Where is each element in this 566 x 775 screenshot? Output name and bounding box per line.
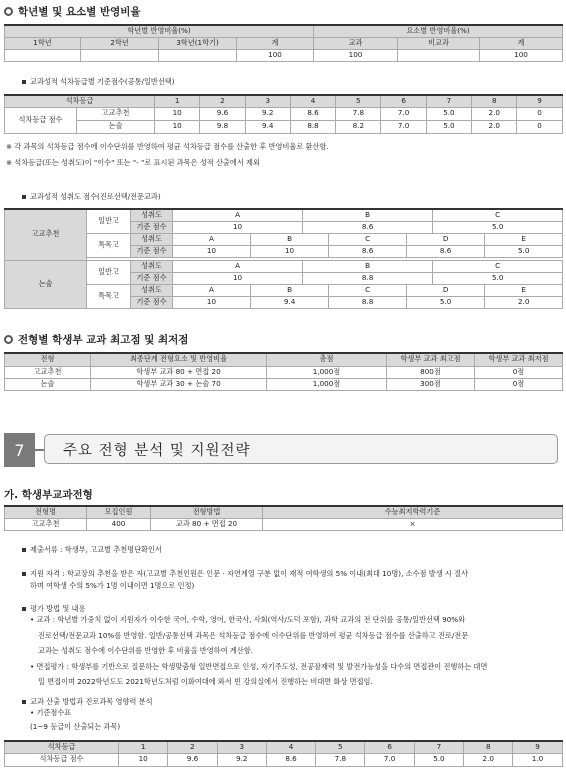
grade-row-name: 논술	[77, 120, 155, 133]
achv-grade: A	[173, 284, 251, 296]
grade-col: 2	[200, 95, 245, 107]
grade-cell: 0	[517, 107, 562, 120]
ratio-val	[5, 49, 81, 61]
achv-score: 8.8	[329, 296, 407, 308]
achv-score: 5.0	[433, 272, 563, 284]
maxmin-cell: 800점	[387, 366, 475, 378]
achv-grade: C	[433, 260, 563, 272]
maxmin-col: 최종단계 전형요소 및 반영비율	[91, 353, 267, 366]
base-label: 기준 점수	[131, 245, 173, 257]
std-cell: 8.6	[266, 753, 315, 766]
grade-head: 석차등급	[5, 95, 155, 107]
std-col: 1	[119, 741, 168, 753]
grade-cell: 0	[517, 120, 562, 133]
grade-cell: 2.0	[472, 107, 517, 120]
ratio-val	[159, 49, 237, 61]
section-title-maxmin: 전형별 학생부 교과 최고점 및 최저점	[4, 332, 188, 347]
grade-col: 6	[381, 95, 426, 107]
achv-score: 10	[251, 245, 329, 257]
achv-school-type: 특목고	[87, 284, 131, 308]
square-bullet-icon	[22, 700, 26, 704]
grade-row-label: 석차등급 점수	[5, 107, 77, 133]
achv-label: 성취도	[131, 284, 173, 296]
grade-col: 5	[336, 95, 381, 107]
ratio-val	[81, 49, 159, 61]
std-cell: 1.0	[513, 753, 562, 766]
achv-score: 5.0	[407, 296, 485, 308]
grade-row-name: 고교추천	[77, 107, 155, 120]
base-label: 기준 점수	[131, 221, 173, 233]
ratio-col: 3학년(1학기)	[159, 37, 237, 49]
eval-subject-3: 교과는 성취도 점수에 이수단위를 반영한 후 비율을 반영하여 계산함.	[38, 646, 253, 655]
achv-label: 성취도	[131, 260, 173, 272]
admission-col: 수능최저학력기준	[263, 506, 563, 518]
docs-item: 제출서류 : 학생부, 고교별 추천명단확인서	[22, 545, 162, 555]
achv-score: 10	[173, 245, 251, 257]
admission-cell: 고교추천	[5, 518, 87, 530]
std-col: 5	[316, 741, 365, 753]
subsection-title-grade-score: 교과성적 석차등급별 기준점수(공통/일반선택)	[22, 77, 175, 87]
achv-score: 5.0	[433, 221, 563, 233]
grade-cell: 8.6	[290, 107, 335, 120]
grade-cell: 10	[155, 120, 200, 133]
achv-score: 8.6	[303, 221, 433, 233]
grade-col: 8	[472, 95, 517, 107]
maxmin-cell: 300점	[387, 378, 475, 390]
std-col: 3	[217, 741, 266, 753]
std-cell: 10	[119, 753, 168, 766]
ratio-val: 100	[237, 49, 314, 61]
grade-cell: 10	[155, 107, 200, 120]
subsection-title-achievement: 교과성적 성취도 점수(진로선택/전문교과)	[22, 192, 161, 202]
achv-grade: B	[251, 233, 329, 245]
ratio-val: 100	[314, 49, 398, 61]
std-col: 8	[464, 741, 513, 753]
achv-score: 10	[173, 221, 303, 233]
circle-bullet-icon	[4, 7, 13, 16]
admission-table	[4, 505, 563, 531]
admission-cell: 교과 80 + 면접 20	[151, 518, 263, 530]
note-2: ※ 석차등급(또는 성취도)이 "이수" 또는 "- "로 표시된 과목은 성적 산출에서 제외	[6, 158, 260, 167]
maxmin-cell: 학생부 교과 30 + 논술 70	[91, 378, 267, 390]
grade-col: 4	[290, 95, 335, 107]
maxmin-col: 학생부 교과 최저점	[475, 353, 563, 366]
grade-cell: 8.8	[290, 120, 335, 133]
grade-cell: 8.2	[336, 120, 381, 133]
eligibility-item: 지원 자격 : 학교장의 추천을 받은 자(고교별 추천인원은 인문 · 자연계열 구분 없이 재적 여학생의 5% 이내(최대 10명), 소수점 발생 시 절사	[22, 569, 468, 579]
std-cell: 9.2	[217, 753, 266, 766]
achv-grade: A	[173, 209, 303, 221]
section-title-ratio: 학년별 및 요소별 반영비율	[4, 4, 141, 19]
std-col: 9	[513, 741, 562, 753]
grade-col: 3	[245, 95, 290, 107]
achv-grade: D	[407, 233, 485, 245]
eval-subject-2: 진로선택/전문교과 10%를 반영함. 일반/공통선택 과목은 석차등급 점수에 이수단위를 반영하여 평균 석차등급 점수를 산출하고 진로/전문	[38, 631, 469, 640]
ratio-group-grade: 학년별 반영비율(%)	[5, 25, 314, 37]
admission-cell: ×	[263, 518, 563, 530]
square-bullet-icon	[22, 572, 26, 576]
achv-score: 9.4	[251, 296, 329, 308]
admission-col: 모집인원	[87, 506, 151, 518]
maxmin-cell: 0점	[475, 366, 563, 378]
grade-cell: 9.8	[200, 120, 245, 133]
achv-grade: B	[303, 260, 433, 272]
chapter-number: 7	[4, 433, 35, 467]
achv-score: 8.8	[303, 272, 433, 284]
std-col: 4	[266, 741, 315, 753]
base-label: 기준 점수	[131, 296, 173, 308]
maxmin-col: 전형	[5, 353, 91, 366]
achv-score: 10	[173, 272, 303, 284]
achv-grade: B	[251, 284, 329, 296]
eval-interview-1: • 면접평가 : 학생부를 기반으로 질문하는 학생맞춤형 일반면접으로 인성, 자기주도성, 전공잠재력 및 발전가능성을 다수의 면접관이 진행하는 대면	[30, 662, 488, 671]
maxmin-cell: 0점	[475, 378, 563, 390]
calc-item: 교과 산출 방법과 진로과목 영향력 분석	[22, 697, 153, 707]
achv-score: 10	[173, 296, 251, 308]
grade-cell: 9.2	[245, 107, 290, 120]
grade-cell: 7.8	[336, 107, 381, 120]
note-1: ※ 각 과목의 석차등급 점수에 이수단위를 반영하여 평균 석차등급 점수를 산출한 후 반영비율로 환산함.	[6, 142, 329, 151]
achv-block-name: 논술	[5, 260, 87, 308]
eval-interview-2: 일 면접이며 2022학년도도 2021학년도처럼 이화여대에 와서 빈 강의실에서 진행하는 비대면 화상 면접임.	[38, 677, 373, 686]
admission-col: 전형방법	[151, 506, 263, 518]
std-col: 6	[365, 741, 414, 753]
std-cell: 7.8	[316, 753, 365, 766]
achv-school-type: 특목고	[87, 233, 131, 257]
achv-school-type: 일반고	[87, 260, 131, 284]
achv-score: 2.0	[485, 296, 563, 308]
achv-score: 8.6	[329, 245, 407, 257]
base-label: 기준 점수	[131, 272, 173, 284]
achv-label: 성취도	[131, 209, 173, 221]
std-cell: 2.0	[464, 753, 513, 766]
ratio-col: 2학년	[81, 37, 159, 49]
grade-cell: 2.0	[472, 120, 517, 133]
std-cell: 7.0	[365, 753, 414, 766]
achv-grade: C	[329, 284, 407, 296]
eligibility-line-2: 하며 여학생 수의 5%가 1명 이내이면 1명으로 인정)	[30, 581, 195, 590]
achv-grade: E	[485, 233, 563, 245]
achv-grade: D	[407, 284, 485, 296]
ratio-table	[4, 24, 563, 62]
std-score-label: • 기준점수표	[30, 708, 72, 717]
maxmin-cell: 1,000점	[267, 366, 387, 378]
maxmin-cell: 고교추천	[5, 366, 91, 378]
chapter-title: 주요 전형 분석 및 지원전략	[44, 434, 558, 464]
square-bullet-icon	[22, 195, 26, 199]
grade-cell: 9.6	[200, 107, 245, 120]
ratio-col: 교과	[314, 37, 398, 49]
grade-cell: 7.0	[381, 107, 426, 120]
grade-col: 7	[426, 95, 471, 107]
square-bullet-icon	[22, 80, 26, 84]
circle-bullet-icon	[4, 335, 13, 344]
achv-label: 성취도	[131, 233, 173, 245]
section-title-student-record: 가. 학생부교과전형	[4, 489, 93, 501]
achv-grade: C	[329, 233, 407, 245]
maxmin-col: 총점	[267, 353, 387, 366]
grade-score-table	[4, 94, 563, 134]
chapter-banner	[4, 433, 560, 467]
achv-grade: A	[173, 233, 251, 245]
ratio-group-element: 요소별 반영비율(%)	[314, 25, 563, 37]
ratio-col: 비교과	[398, 37, 480, 49]
ratio-col: 계	[237, 37, 314, 49]
maxmin-cell: 1,000점	[267, 378, 387, 390]
maxmin-table	[4, 352, 563, 391]
achv-grade: E	[485, 284, 563, 296]
maxmin-col: 학생부 교과 최고점	[387, 353, 475, 366]
ratio-val	[398, 49, 480, 61]
grade-col: 1	[155, 95, 200, 107]
grade-cell: 9.4	[245, 120, 290, 133]
achv-grade: A	[173, 260, 303, 272]
maxmin-cell: 논술	[5, 378, 91, 390]
eval-subject-1: • 교과 : 학년별 가중치 없이 지원자가 이수한 국어, 수학, 영어, 한국사, 사회(역사/도덕 포함), 과학 교과의 전 단위를 공통/일반선택 90%와	[30, 615, 466, 624]
std-cell: 9.6	[168, 753, 217, 766]
square-bullet-icon	[22, 607, 26, 611]
eval-item: 평가 방법 및 내용	[22, 604, 85, 614]
std-col: 7	[414, 741, 463, 753]
grade-col: 9	[517, 95, 562, 107]
achv-score: 5.0	[485, 245, 563, 257]
maxmin-cell: 학생부 교과 80 + 면접 20	[91, 366, 267, 378]
achv-grade: C	[433, 209, 563, 221]
ratio-col: 계	[480, 37, 563, 49]
achievement-table	[4, 208, 563, 309]
grade-cell: 5.0	[426, 107, 471, 120]
std-score-table	[4, 740, 563, 767]
range-label: (1~9 등급이 산출되는 과목)	[30, 722, 121, 731]
std-col: 2	[168, 741, 217, 753]
std-head: 석차등급	[5, 741, 119, 753]
achv-block-name: 고교추천	[5, 209, 87, 260]
admission-cell: 400	[87, 518, 151, 530]
ratio-val: 100	[480, 49, 563, 61]
admission-col: 전형명	[5, 506, 87, 518]
ratio-col: 1학년	[5, 37, 81, 49]
grade-cell: 7.0	[381, 120, 426, 133]
grade-cell: 5.0	[426, 120, 471, 133]
achv-school-type: 일반고	[87, 209, 131, 233]
square-bullet-icon	[22, 548, 26, 552]
achv-score: 8.6	[407, 245, 485, 257]
achv-grade: B	[303, 209, 433, 221]
std-label: 석차등급 점수	[5, 753, 119, 766]
std-cell: 5.0	[414, 753, 463, 766]
